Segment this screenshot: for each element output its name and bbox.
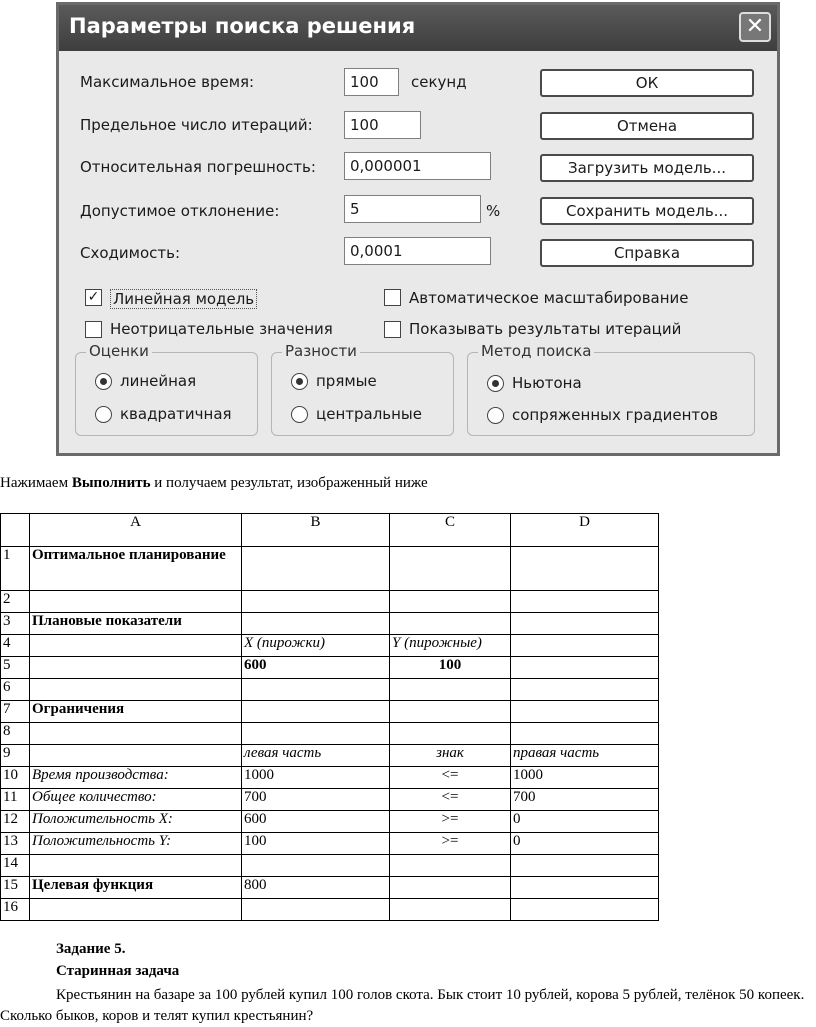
table-cell: Время производства: [30, 767, 242, 789]
table-row [1, 723, 659, 745]
close-icon[interactable]: ✕ [739, 12, 771, 42]
row-number: 16 [1, 899, 30, 921]
search-method-group [467, 342, 755, 436]
row-number: 15 [1, 877, 30, 899]
search-method-group-title: Метод поиска [478, 342, 594, 360]
autoscale-label: Автоматическое масштабирование [409, 289, 689, 307]
iterations-input[interactable]: 100 [344, 111, 421, 139]
table-row [1, 767, 659, 789]
table-cell: знак [390, 745, 511, 767]
search-newton-radio[interactable] [487, 375, 504, 392]
max-time-label: Максимальное время: [80, 73, 255, 91]
table-cell [30, 723, 242, 745]
derivatives-central-label: центральные [316, 405, 423, 423]
header-cell [1, 514, 30, 547]
save-model-button[interactable]: Сохранить модель... [540, 197, 754, 225]
convergence-input[interactable]: 0,0001 [344, 237, 491, 265]
table-row [1, 899, 659, 921]
table-cell: Ограничения [30, 701, 242, 723]
table-cell: Оптимальное планирование [30, 547, 242, 591]
estimates-group-title: Оценки [86, 342, 152, 360]
row-number: 4 [1, 635, 30, 657]
spreadsheet-table [0, 513, 659, 921]
table-cell [390, 547, 511, 591]
table-cell [511, 547, 659, 591]
row-number: 11 [1, 789, 30, 811]
table-cell: 0 [511, 833, 659, 855]
row-number: 12 [1, 811, 30, 833]
paragraph-bold: Выполнить [71, 475, 151, 491]
row-number: 3 [1, 613, 30, 635]
table-row [1, 679, 659, 701]
derivatives-group [271, 342, 454, 436]
table-cell [242, 723, 390, 745]
table-cell [30, 635, 242, 657]
solver-options-dialog [56, 2, 780, 456]
table-row [1, 547, 659, 591]
table-cell [390, 591, 511, 613]
table-cell: 800 [242, 877, 390, 899]
search-conjugate-radio[interactable] [487, 407, 504, 424]
derivatives-group-title: Разности [282, 342, 360, 360]
iterations-label: Предельное число итераций: [80, 116, 313, 134]
autoscale-checkbox[interactable] [384, 289, 401, 306]
header-cell: B [242, 514, 390, 547]
row-number: 5 [1, 657, 30, 679]
table-cell: 700 [511, 789, 659, 811]
derivatives-forward-label: прямые [316, 372, 377, 390]
estimates-quadratic-radio[interactable] [95, 406, 112, 423]
table-cell [30, 745, 242, 767]
precision-input[interactable]: 0,000001 [344, 152, 491, 180]
table-cell [511, 679, 659, 701]
table-row [1, 877, 659, 899]
row-number: 9 [1, 745, 30, 767]
task-text: Крестьянин на базаре за 100 рублей купил 100 голов скота. Бык стоит 10 рублей, корова 5 рублей, телёнок 50 копеек. Сколько быков, коров и телят купил крестьянин? [0, 987, 805, 1024]
table-cell: <= [390, 767, 511, 789]
derivatives-forward-radio[interactable] [291, 373, 308, 390]
linear-model-label: Линейная модель [110, 289, 257, 309]
table-cell: Плановые показатели [30, 613, 242, 635]
table-cell [30, 657, 242, 679]
task-number: Задание 5. [56, 941, 126, 957]
table-row [1, 855, 659, 877]
table-cell: 600 [242, 811, 390, 833]
row-number: 1 [1, 547, 30, 591]
row-number: 7 [1, 701, 30, 723]
tolerance-input[interactable]: 5 [344, 195, 481, 223]
table-row [1, 591, 659, 613]
max-time-input[interactable]: 100 [344, 68, 399, 96]
task-title: Старинная задача [56, 963, 180, 979]
table-cell [511, 657, 659, 679]
help-button[interactable]: Справка [540, 239, 754, 267]
row-number: 14 [1, 855, 30, 877]
table-cell [30, 855, 242, 877]
paragraph-after: и получаем результат, изображенный ниже [150, 475, 428, 491]
table-row [1, 745, 659, 767]
table-row [1, 701, 659, 723]
table-row [1, 635, 659, 657]
show-iterations-label: Показывать результаты итераций [409, 320, 682, 338]
table-cell: 100 [242, 833, 390, 855]
row-number: 2 [1, 591, 30, 613]
header-row [1, 514, 659, 547]
table-cell [30, 899, 242, 921]
estimates-group [75, 342, 258, 436]
precision-label: Относительная погрешность: [80, 158, 316, 176]
table-cell: правая часть [511, 745, 659, 767]
table-cell [30, 679, 242, 701]
table-cell: Общее количество: [30, 789, 242, 811]
table-cell: 700 [242, 789, 390, 811]
table-cell [242, 591, 390, 613]
row-number: 8 [1, 723, 30, 745]
dialog-titlebar[interactable] [59, 5, 777, 51]
table-cell [511, 723, 659, 745]
table-row [1, 789, 659, 811]
table-cell [511, 613, 659, 635]
table-cell [511, 899, 659, 921]
table-cell: Целевая функция [30, 877, 242, 899]
linear-model-checkbox[interactable]: ✓ [85, 289, 102, 306]
header-cell: A [30, 514, 242, 547]
table-cell [511, 701, 659, 723]
table-cell [511, 855, 659, 877]
table-cell: >= [390, 833, 511, 855]
table-cell [511, 635, 659, 657]
table-cell: X (пирожки) [242, 635, 390, 657]
table-cell: 100 [390, 657, 511, 679]
nonnegative-checkbox[interactable] [85, 321, 102, 338]
table-cell [242, 855, 390, 877]
show-iterations-checkbox[interactable] [384, 321, 401, 338]
header-cell: D [511, 514, 659, 547]
table-cell: 1000 [511, 767, 659, 789]
table-cell [511, 877, 659, 899]
header-cell: C [390, 514, 511, 547]
tolerance-label: Допустимое отклонение: [80, 202, 280, 220]
table-cell [242, 547, 390, 591]
search-conjugate-label: сопряженных градиентов [512, 406, 719, 424]
table-cell [242, 701, 390, 723]
table-cell: 1000 [242, 767, 390, 789]
row-number: 6 [1, 679, 30, 701]
table-cell [390, 855, 511, 877]
table-cell [390, 877, 511, 899]
table-cell [390, 679, 511, 701]
convergence-label: Сходимость: [80, 244, 181, 262]
table-cell [242, 679, 390, 701]
table-cell [390, 613, 511, 635]
dialog-title: Параметры поиска решения [69, 14, 416, 38]
table-cell: 0 [511, 811, 659, 833]
search-newton-label: Ньютона [512, 374, 582, 392]
max-time-unit: секунд [411, 73, 467, 91]
table-cell: Y (пирожные) [390, 635, 511, 657]
table-cell: Положительность X: [30, 811, 242, 833]
table-cell: >= [390, 811, 511, 833]
table-cell: левая часть [242, 745, 390, 767]
table-cell: <= [390, 789, 511, 811]
table-cell [242, 899, 390, 921]
estimates-quadratic-label: квадратичная [120, 405, 232, 423]
table-row [1, 833, 659, 855]
cancel-button[interactable]: Отмена [540, 112, 754, 140]
table-cell [390, 899, 511, 921]
derivatives-central-radio[interactable] [291, 406, 308, 423]
table-row [1, 657, 659, 679]
table-cell: Положительность Y: [30, 833, 242, 855]
instruction-paragraph [0, 475, 428, 492]
row-number: 13 [1, 833, 30, 855]
ok-button[interactable]: ОК [540, 69, 754, 97]
table-row [1, 811, 659, 833]
paragraph-before: Нажимаем [0, 475, 72, 491]
table-cell [390, 701, 511, 723]
tolerance-unit: % [486, 202, 501, 220]
table-cell [390, 723, 511, 745]
row-number: 10 [1, 767, 30, 789]
table-cell: 600 [242, 657, 390, 679]
estimates-linear-radio[interactable] [95, 373, 112, 390]
nonnegative-label: Неотрицательные значения [110, 320, 333, 338]
table-cell [30, 591, 242, 613]
table-cell [511, 591, 659, 613]
table-cell [242, 613, 390, 635]
load-model-button[interactable]: Загрузить модель... [540, 154, 754, 182]
estimates-linear-label: линейная [120, 372, 197, 390]
table-row [1, 613, 659, 635]
